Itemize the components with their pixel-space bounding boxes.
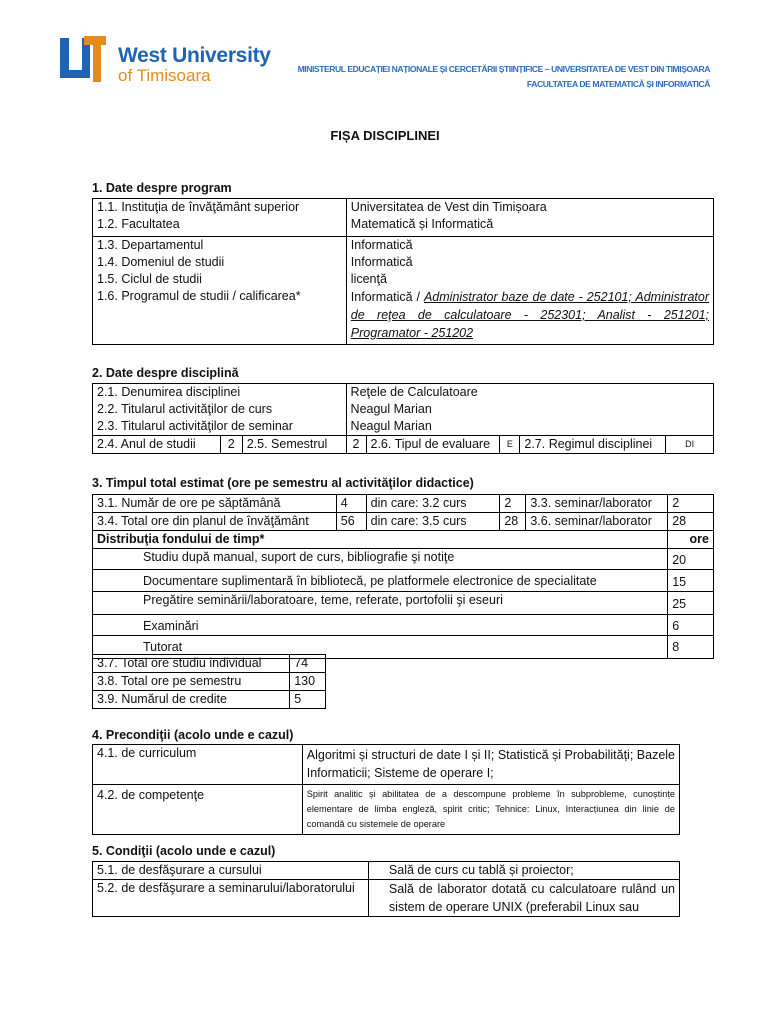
row-label: 1.3. Departamentul bbox=[93, 236, 347, 254]
distribution-value: 6 bbox=[668, 615, 714, 636]
year-label: 2.4. Anul de studii bbox=[93, 436, 221, 454]
table-row bbox=[93, 531, 714, 549]
course-total-label: din care: 3.5 curs bbox=[366, 513, 500, 531]
competences-label: 4.2. de competenţe bbox=[93, 785, 303, 835]
table-row bbox=[93, 615, 714, 636]
course-week-label: din care: 3.2 curs bbox=[366, 495, 500, 513]
total-label: 3.9. Numărul de credite bbox=[93, 691, 290, 709]
lab-condition-value: Sală de laborator dotată cu calculatoare rulând un sistem de operare UNIX (preferabil Linux sau bbox=[368, 880, 679, 917]
hours-week-value: 4 bbox=[336, 495, 366, 513]
table-row bbox=[93, 745, 680, 785]
distribution-unit: ore bbox=[668, 531, 714, 549]
seminar-total-value: 28 bbox=[668, 513, 714, 531]
course-total-value: 28 bbox=[500, 513, 526, 531]
regime-label: 2.7. Regimul disciplinei bbox=[520, 436, 666, 454]
discipline-table bbox=[92, 383, 714, 454]
table-row bbox=[93, 655, 326, 673]
seminar-total-label: 3.6. seminar/laborator bbox=[526, 513, 668, 531]
seminar-week-value: 2 bbox=[668, 495, 714, 513]
row-value: Informatică bbox=[346, 236, 713, 254]
row-label: 1.1. Instituţia de învăţământ superior bbox=[93, 199, 347, 217]
year-value: 2 bbox=[220, 436, 242, 454]
conditions-table bbox=[92, 861, 680, 917]
table-row bbox=[93, 880, 680, 917]
program-value-1: Informatică / bbox=[350, 289, 421, 304]
table-row bbox=[93, 673, 326, 691]
evaluation-label: 2.6. Tipul de evaluare bbox=[366, 436, 500, 454]
distribution-value: 8 bbox=[668, 636, 714, 659]
distribution-value: 15 bbox=[668, 570, 714, 592]
table-row bbox=[93, 271, 714, 288]
row-label: 1.2. Facultatea bbox=[93, 216, 347, 236]
program-value-2: Administrator baze de date - 252101; Administrator de reţea de calculatoare - 252301; Analist - 251201; Programator - 251202 bbox=[350, 289, 709, 340]
section-2-title: 2. Date despre disciplină bbox=[92, 366, 239, 380]
table-row bbox=[93, 418, 714, 436]
section-1-title: 1. Date despre program bbox=[92, 181, 232, 195]
course-week-value: 2 bbox=[500, 495, 526, 513]
regime-value: DI bbox=[666, 436, 714, 454]
total-value: 74 bbox=[290, 655, 326, 673]
distribution-value: 25 bbox=[668, 592, 714, 615]
ministry-line-2: FACULTATEA DE MATEMATICĂ ȘI INFORMATICĂ bbox=[526, 79, 710, 89]
logo-line-2: of Timisoara bbox=[118, 66, 211, 85]
row-label: 2.2. Titularul activităţilor de curs bbox=[93, 401, 347, 418]
program-value bbox=[346, 288, 713, 345]
hours-total-value: 56 bbox=[336, 513, 366, 531]
row-label: 1.5. Ciclul de studii bbox=[93, 271, 347, 288]
row-value: Reţele de Calculatoare bbox=[346, 384, 713, 402]
preconditions-table bbox=[92, 744, 680, 835]
row-value: Informatică bbox=[346, 254, 713, 271]
distribution-item: Tutorat bbox=[93, 636, 668, 659]
table-row bbox=[93, 570, 714, 592]
distribution-label: Distribuţia fondului de timp* bbox=[93, 531, 668, 549]
totals-table bbox=[92, 654, 326, 709]
table-row bbox=[93, 384, 714, 402]
table-row bbox=[93, 199, 714, 217]
total-value: 130 bbox=[290, 673, 326, 691]
seminar-week-label: 3.3. seminar/laborator bbox=[526, 495, 668, 513]
table-row bbox=[93, 254, 714, 271]
table-row bbox=[93, 236, 714, 254]
row-label: 2.1. Denumirea disciplinei bbox=[93, 384, 347, 402]
curriculum-label: 4.1. de curriculum bbox=[93, 745, 303, 785]
competences-value: Spirit analitic și abilitatea de a descompune probleme în subprobleme, cunoștințe elementare de limba engleză, spirit critic; Tehnice: Linux, Interacțiunea din linie de comandă cu sistemele de operare bbox=[302, 785, 679, 835]
hours-week-label: 3.1. Număr de ore pe săptămână bbox=[93, 495, 337, 513]
table-row bbox=[93, 592, 714, 615]
hours-total-label: 3.4. Total ore din planul de învăţământ bbox=[93, 513, 337, 531]
course-condition-label: 5.1. de desfăşurare a cursului bbox=[93, 862, 369, 880]
program-label: 1.6. Programul de studii / calificarea* bbox=[93, 288, 347, 345]
logo-line-1: West University bbox=[118, 44, 271, 67]
table-row bbox=[93, 216, 714, 236]
table-row bbox=[93, 549, 714, 570]
table-row bbox=[93, 288, 714, 345]
curriculum-value: Algoritmi și structuri de date I și II; Statistică și Probabilități; Bazele Informaticii; Sisteme de operare I; bbox=[302, 745, 679, 785]
ministry-line-1: MINISTERUL EDUCAȚIEI NAȚIONALE ȘI CERCETĂRII ȘTIINȚIFICE – UNIVERSITATEA DE VEST DIN TIMIȘOARA bbox=[297, 64, 710, 74]
university-logo bbox=[60, 36, 290, 88]
row-value: Universitatea de Vest din Timișoara bbox=[346, 199, 713, 217]
table-row bbox=[93, 691, 326, 709]
table-row bbox=[93, 513, 714, 531]
document-title: FIȘA DISCIPLINEI bbox=[330, 128, 440, 143]
distribution-item: Pregătire seminării/laboratoare, teme, referate, portofolii şi eseuri bbox=[93, 592, 668, 615]
section-3-title: 3. Timpul total estimat (ore pe semestru al activităţilor didactice) bbox=[92, 476, 474, 490]
row-value: Matematică și Informatică bbox=[346, 216, 713, 236]
semester-label: 2.5. Semestrul bbox=[242, 436, 346, 454]
table-row bbox=[93, 401, 714, 418]
row-value: Neagul Marian bbox=[346, 401, 713, 418]
university-logo-icon bbox=[60, 36, 108, 86]
table-row bbox=[93, 862, 680, 880]
program-table bbox=[92, 198, 714, 345]
total-label: 3.7. Total ore studiu individual bbox=[93, 655, 290, 673]
row-value: Neagul Marian bbox=[346, 418, 713, 436]
evaluation-value: E bbox=[500, 436, 520, 454]
hours-table bbox=[92, 494, 714, 659]
ministry-header bbox=[270, 62, 710, 92]
row-label: 1.4. Domeniul de studii bbox=[93, 254, 347, 271]
total-value: 5 bbox=[290, 691, 326, 709]
row-value: licenţă bbox=[346, 271, 713, 288]
section-4-title: 4. Precondiţii (acolo unde e cazul) bbox=[92, 728, 294, 742]
semester-value: 2 bbox=[346, 436, 366, 454]
table-row bbox=[93, 436, 714, 454]
table-row bbox=[93, 495, 714, 513]
total-label: 3.8. Total ore pe semestru bbox=[93, 673, 290, 691]
distribution-item: Examinări bbox=[93, 615, 668, 636]
section-5-title: 5. Condiţii (acolo unde e cazul) bbox=[92, 844, 276, 858]
distribution-value: 20 bbox=[668, 549, 714, 570]
lab-condition-label: 5.2. de desfăşurare a seminarului/laboratorului bbox=[93, 880, 369, 917]
row-label: 2.3. Titularul activităţilor de seminar bbox=[93, 418, 347, 436]
distribution-item: Studiu după manual, suport de curs, bibliografie şi notiţe bbox=[93, 549, 668, 570]
distribution-item: Documentare suplimentară în bibliotecă, pe platformele electronice de specialitate bbox=[93, 570, 668, 592]
course-condition-value: Sală de curs cu tablă și proiector; bbox=[368, 862, 679, 880]
table-row bbox=[93, 785, 680, 835]
